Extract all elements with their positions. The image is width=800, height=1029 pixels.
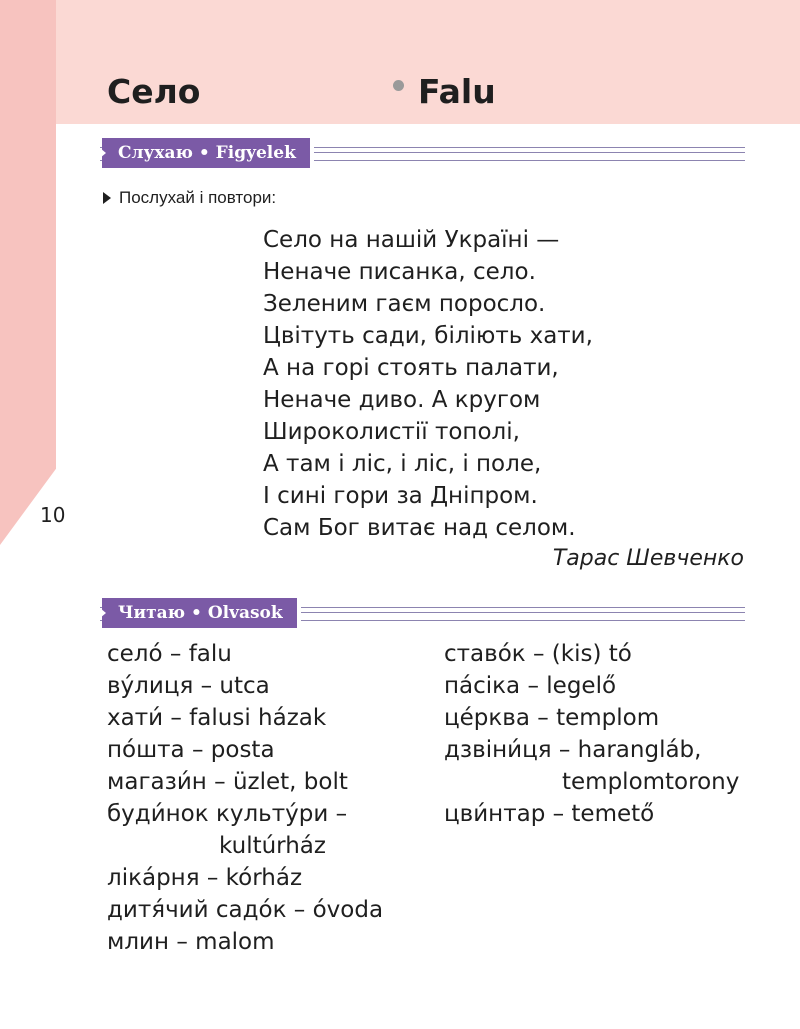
- poem-line: Село на нашій Україні —: [263, 227, 560, 253]
- poem-line: Сам Бог витає над селом.: [263, 515, 576, 541]
- vocab-item: село́ – falu: [107, 641, 232, 667]
- listen-instruction: [103, 188, 276, 208]
- vocab-list-right: [444, 638, 739, 830]
- vocab-item: ставо́к – (kis) tó: [444, 641, 632, 667]
- vocab-item: па́сіка – legelő: [444, 673, 617, 699]
- title-separator-dot: [393, 80, 404, 91]
- vocab-item: хати́ – falusi házak: [107, 705, 327, 731]
- poem: [263, 224, 593, 544]
- vocab-item: буди́нок культу́ри –: [107, 801, 348, 827]
- instruction-text: Послухай і повтори:: [119, 188, 277, 207]
- listen-section-label: Слухаю • Figyelek: [102, 138, 314, 168]
- read-section-label: Читаю • Olvasok: [102, 598, 301, 628]
- poem-line: Широколистії тополі,: [263, 419, 520, 445]
- poem-line: Неначе диво. А кругом: [263, 387, 541, 413]
- poem-line: Зеленим гаєм поросло.: [263, 291, 546, 317]
- poem-line: Цвітуть сади, біліють хати,: [263, 323, 593, 349]
- vocab-item: магази́н – üzlet, bolt: [107, 769, 348, 795]
- vocab-item-continuation: kultúrház: [219, 833, 326, 859]
- vocab-item: дзвіни́ця – harangláb,: [444, 737, 702, 763]
- page-edge-tab: [0, 0, 56, 545]
- vocab-list-left: [107, 638, 383, 958]
- vocab-item: цви́нтар – temető: [444, 801, 655, 827]
- page-title-ukrainian: Село: [107, 72, 201, 111]
- poem-author: Тарас Шевченко: [552, 546, 744, 571]
- page-title-hungarian: Falu: [418, 72, 496, 111]
- poem-line: А там і ліс, і ліс, і поле,: [263, 451, 542, 477]
- poem-line: І сині гори за Дніпром.: [263, 483, 538, 509]
- poem-line: А на горі стоять палати,: [263, 355, 559, 381]
- vocab-item: ву́лиця – utca: [107, 673, 270, 699]
- vocab-item: дитя́чий садо́к – óvoda: [107, 897, 384, 923]
- read-section-header: [100, 598, 745, 628]
- vocab-item-continuation: templomtorony: [562, 769, 740, 795]
- vocab-item: по́шта – posta: [107, 737, 275, 763]
- vocab-item: млин – malom: [107, 929, 275, 955]
- listen-section-header: [100, 138, 745, 168]
- vocab-item: ліка́рня – kórház: [107, 865, 303, 891]
- poem-line: Неначе писанка, село.: [263, 259, 536, 285]
- page-number: 10: [40, 503, 66, 527]
- play-arrow-icon: [103, 192, 111, 204]
- vocab-item: це́рква – templom: [444, 705, 660, 731]
